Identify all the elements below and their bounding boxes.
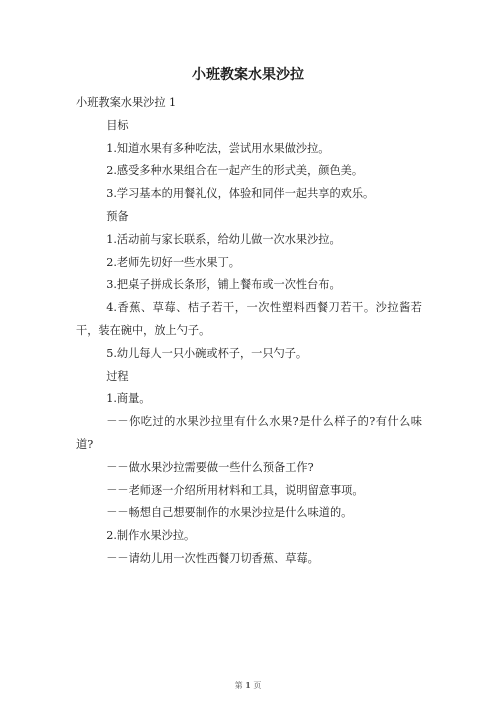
- page-number: 1: [245, 680, 251, 690]
- footer-prefix: 第: [234, 681, 243, 690]
- page-footer: [0, 680, 496, 691]
- paragraph: 4.香蕉、草莓、桔子若干，一次性塑料西餐刀若干。沙拉酱若干，装在碗中，放上勺子。: [76, 301, 422, 337]
- paragraph: －－你吃过的水果沙拉里有什么水果?是什么样子的?有什么味道?: [76, 415, 422, 451]
- paragraph: 3.把桌子拼成长条形，铺上餐布或一次性台布。: [106, 278, 341, 292]
- paragraph: 5.幼儿每人一只小碗或杯子，一只勺子。: [106, 346, 308, 360]
- document-title: 小班教案水果沙拉: [192, 67, 304, 83]
- paragraph: －－请幼儿用一次性西餐刀切香蕉、草莓。: [106, 551, 319, 565]
- document-body: [76, 92, 422, 571]
- paragraph: 过程: [106, 369, 129, 383]
- footer-suffix: 页: [253, 681, 262, 690]
- paragraph: 预备: [106, 209, 129, 223]
- paragraph: 2.老师先切好一些水果丁。: [106, 255, 240, 269]
- paragraph: 1.活动前与家长联系，给幼儿做一次水果沙拉。: [106, 232, 341, 246]
- paragraph: 1.知道水果有多种吃法，尝试用水果做沙拉。: [106, 141, 330, 155]
- paragraph: 1.商量。: [106, 392, 151, 406]
- paragraph: －－老师逐一介绍所用材料和工具，说明留意事项。: [106, 483, 364, 497]
- section-heading: 小班教案水果沙拉 1: [76, 96, 177, 109]
- paragraph: 3.学习基本的用餐礼仪，体验和同伴一起共享的欢乐。: [106, 187, 375, 201]
- paragraph: 2.制作水果沙拉。: [106, 529, 196, 543]
- paragraph: －－畅想自己想要制作的水果沙拉是什么味道的。: [106, 506, 353, 520]
- paragraph: －－做水果沙拉需要做一些什么预备工作?: [106, 460, 314, 474]
- paragraph: 2.感受多种水果组合在一起产生的形式美，颜色美。: [106, 164, 364, 178]
- paragraph: 目标: [106, 118, 129, 132]
